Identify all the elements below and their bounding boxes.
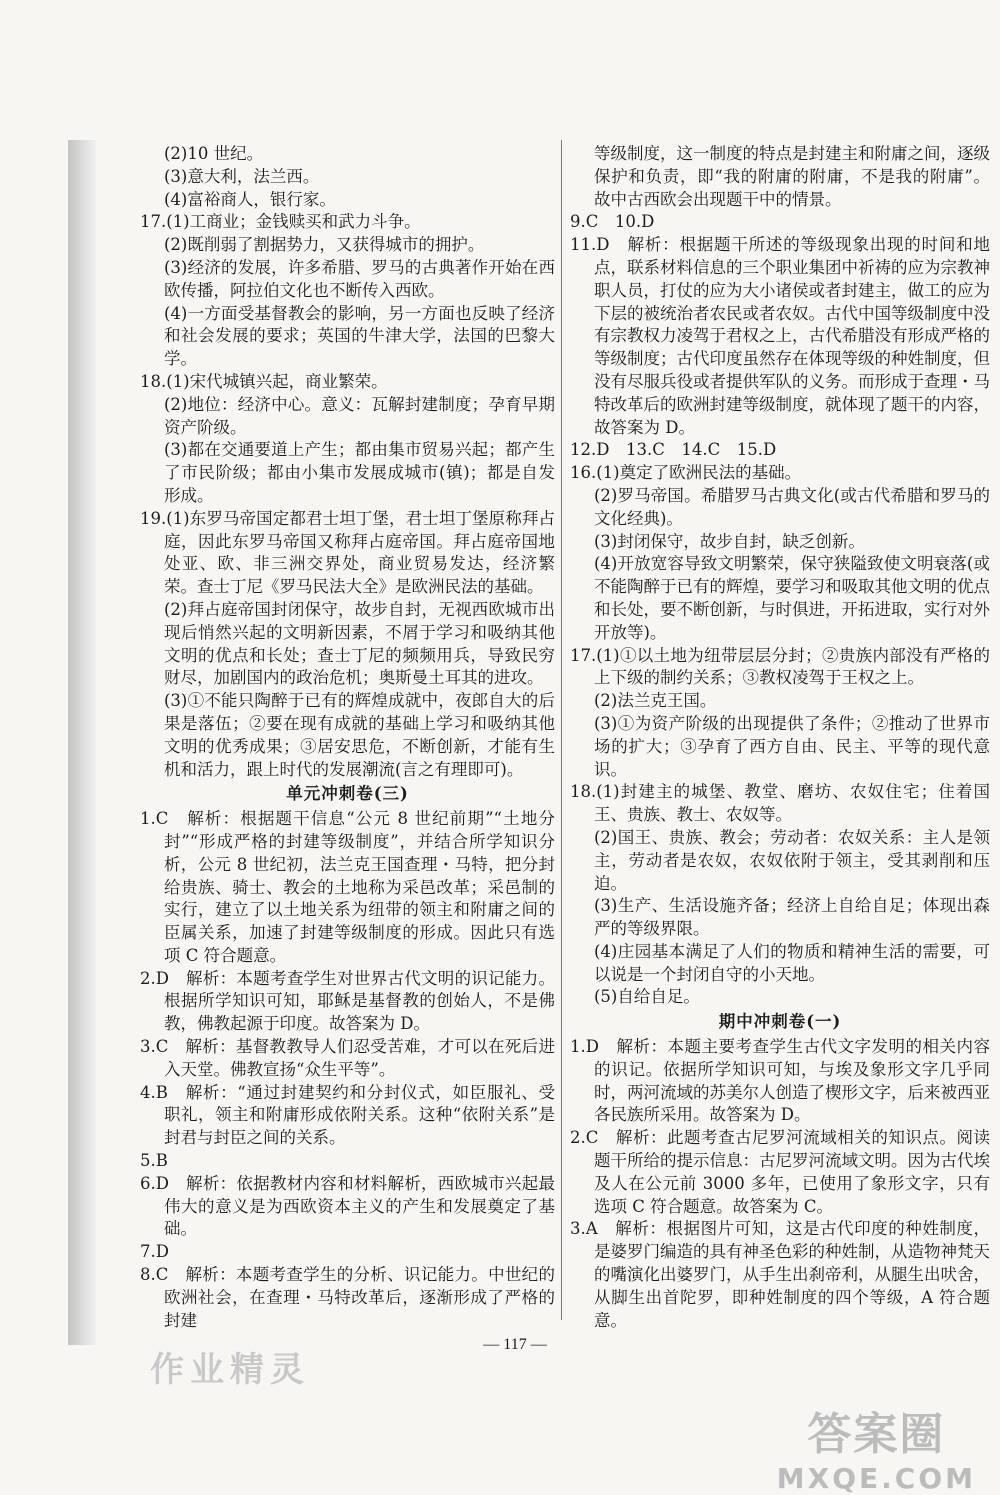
answer-paragraph: 6.D 解析：依据教材内容和材料解析，西欧城市兴起最伟大的意义是为西欧资本主义的产生和发展奠定了基础。 (140, 1173, 555, 1239)
answer-paragraph: 16.(1)奠定了欧洲民法的基础。 (570, 463, 802, 483)
answer-paragraph: 19.(1)东罗马帝国定都君士坦丁堡，君士坦丁堡原称拜占庭，因此东罗马帝国又称拜占庭帝国。拜占庭帝国地处亚、欧、非三洲交界处，商业贸易发达，经济繁荣。查士丁尼《罗马民法大全》是欧洲民法的基础。 (140, 508, 555, 597)
answer-paragraph: (4)富裕商人，银行家。 (164, 189, 336, 209)
answer-paragraph: (4)庄园基本满足了人们的物质和精神生活的需要，可以说是一个封闭自守的小天地。 (594, 941, 990, 984)
answer-paragraph: 18.(1)封建主的城堡、教堂、磨坊、农奴住宅；住着国王、贵族、教士、农奴等。 (570, 782, 990, 825)
footer-brand-mark: 作业精灵 (150, 1350, 310, 1390)
watermark-line1: 答案圈 (807, 1409, 946, 1460)
section-title: 单元冲刺卷(三) (286, 784, 409, 804)
answer-paragraph: 12.D 13.C 14.C 15.D (570, 440, 777, 460)
answer-paragraph: 17.(1)①以土地为纽带层层分封；②贵族内部没有严格的上下级的制约关系；③教权凌驾于王权之上。 (570, 645, 990, 688)
answer-paragraph: (2)拜占庭帝国封闭保守，故步自封，无视西欧城市出现后悄然兴起的文明新因素，不屑于学习和吸纳其他文明的优点和长处；查士丁尼的频频用兵，导致民穷财尽，加剧国内的政治危机；奥斯曼土耳其的进攻。 (164, 599, 555, 688)
answer-paragraph: (3)封闭保守，故步自封，缺乏创新。 (594, 531, 865, 551)
answer-paragraph: (3)①不能只陶醉于已有的辉煌成就中，夜郎自大的后果是落伍；②要在现有成就的基础上学习和吸纳其他文明的优秀成果；③居安思危，不断创新，才能有生机和活力，跟上时代的发展潮流(言之有理即可)。 (164, 691, 555, 779)
answer-paragraph: (3)经济的发展，许多希腊、罗马的古典著作开始在西欧传播，阿拉伯文化也不断传入西欧。 (164, 257, 555, 300)
right-column (570, 143, 990, 1332)
answer-paragraph: (3)意大利，法兰西。 (164, 166, 320, 186)
watermark (777, 1398, 976, 1495)
answer-paragraph: (2)10 世纪。 (164, 144, 264, 163)
answer-paragraph: 7.D (140, 1242, 169, 1262)
answer-paragraph: 9.C 10.D (570, 212, 655, 232)
answer-paragraph: (2)法兰克王国。 (594, 691, 717, 711)
answer-paragraph: (3)生产、生活设施齐备；经济上自给自足；体现出森严的等级界限。 (594, 896, 990, 939)
answer-paragraph: 2.D 解析：本题考查学生对世界古代文明的识记能力。根据所学知识可知，耶稣是基督教的创始人，不是佛教，佛教起源于印度。故答案为 D。 (140, 968, 555, 1034)
left-column (140, 143, 555, 1332)
answer-paragraph: 4.B 解析：“通过封建契约和分封仪式，如臣服礼、受职礼，领主和附庸形成依附关系。这种“依附关系”是封君与封臣之间的关系。 (140, 1082, 555, 1148)
answer-paragraph: 3.A 解析：根据图片可知，这是古代印度的种姓制度，是婆罗门编造的具有神圣色彩的种姓制，从造物神梵天的嘴演化出婆罗门，从手生出刹帝利，从腿生出吠舍，从脚生出首陀罗，即种姓制度的四个等级，A 符合题意。 (570, 1219, 990, 1330)
watermark-line2: MXQE.COM (776, 1462, 976, 1495)
answer-paragraph: (2)罗马帝国。希腊罗马古典文化(或古代希腊和罗马的文化经典)。 (594, 485, 990, 528)
column-divider (561, 140, 562, 1320)
answer-paragraph: 1.D 解析：本题主要考查学生古代文字发明的相关内容的识记。依据所学知识可知，与埃及象形文字几乎同时，两河流域的苏美尔人创造了楔形文字，后来被西亚各民族所采用。故答案为 D。 (570, 1037, 990, 1125)
section-title: 期中冲刺卷(一) (718, 1012, 842, 1032)
answer-paragraph: 3.C 解析：基督教教导人们忍受苦难，才可以在死后进入天堂。佛教宣扬“众生平等”。 (140, 1037, 555, 1079)
page-number: — 117 — (483, 1336, 547, 1353)
answer-paragraph: (2)既削弱了割据势力，又获得城市的拥护。 (164, 235, 485, 255)
answer-paragraph: 8.C 解析：本题考查学生的分析、识记能力。中世纪的欧洲社会，在查理・马特改革后，逐渐形成了严格的封建 (140, 1265, 555, 1330)
page-binding-shadow (68, 140, 96, 1345)
answer-paragraph: 5.B (140, 1151, 168, 1171)
answer-paragraph: 18.(1)宋代城镇兴起，商业繁荣。 (140, 371, 388, 391)
answer-paragraph: 2.C 解析：此题考查古尼罗河流域相关的知识点。阅读题干所给的提示信息：古尼罗河流域文明。因为古代埃及人在公元前 3000 多年，已使用了象形文字，只有选项 C 符合题意。故答案为 C。 (570, 1128, 990, 1216)
answer-paragraph: 等级制度，这一制度的特点是封建主和附庸之间，逐级保护和负责，即“我的附庸的附庸，不是我的附庸”。故中古西欧会出现题干中的情景。 (594, 144, 990, 209)
answer-paragraph: 17.(1)工商业；金钱赎买和武力斗争。 (140, 212, 421, 232)
answer-paragraph: 1.C 解析：根据题干信息“公元 8 世纪前期”“土地分封”“形成严格的封建等级制度”，并结合所学知识分析，公元 8 世纪初，法兰克王国查理・马特，把分封给贵族、骑士、教会的土地称为采邑改革；采邑制的实行，建立了以土地关系为纽带的领主和附庸之间的臣属关系，加速了封建等级制度的形成。因此只有选项 C 符合题意。 (140, 809, 555, 965)
answer-paragraph: (3)都在交通要道上产生；都由集市贸易兴起；都产生了市民阶级；都由小集市发展成城市(镇)；都是自发形成。 (164, 440, 555, 505)
answer-paragraph: 11.D 解析：根据题干所述的等级现象出现的时间和地点，联系材料信息的三个职业集团中祈祷的应为宗教神职人员，打仗的应为大小诸侯或者封建主，做工的应为下层的被统治者农民或者农奴。古代中国等级制度中没有宗教权力凌驾于君权之上，古代希腊没有形成严格的等级制度；古代印度虽然存在体现等级的种姓制度，但没有尽服兵役或者提供军队的义务。而形成于查理・马特改革后的欧洲封建等级制度，就体现了题干的内容，故答案为 D。 (570, 235, 990, 437)
answer-paragraph: (4)开放宽容导致文明繁荣，保守狭隘致使文明衰落(或不能陶醉于已有的辉煌，要学习和吸取其他文明的优点和长处，要不断创新，与时俱进，开拓进取，实行对外开放等)。 (594, 554, 990, 642)
answer-paragraph: (2)地位：经济中心。意义：瓦解封建制度；孕育早期资产阶级。 (164, 394, 555, 437)
answer-paragraph: (5)自给自足。 (594, 987, 700, 1007)
answer-paragraph: (2)国王、贵族、教会；劳动者：农奴关系：主人是领主，劳动者是农奴，农奴依附于领主，受其剥削和压迫。 (594, 827, 990, 893)
answer-paragraph: (4)一方面受基督教会的影响，另一方面也反映了经济和社会发展的要求；英国的牛津大学，法国的巴黎大学。 (164, 303, 555, 369)
answer-paragraph: (3)①为资产阶级的出现提供了条件；②推动了世界市场的扩大；③孕育了西方自由、民主、平等的现代意识。 (594, 713, 990, 779)
